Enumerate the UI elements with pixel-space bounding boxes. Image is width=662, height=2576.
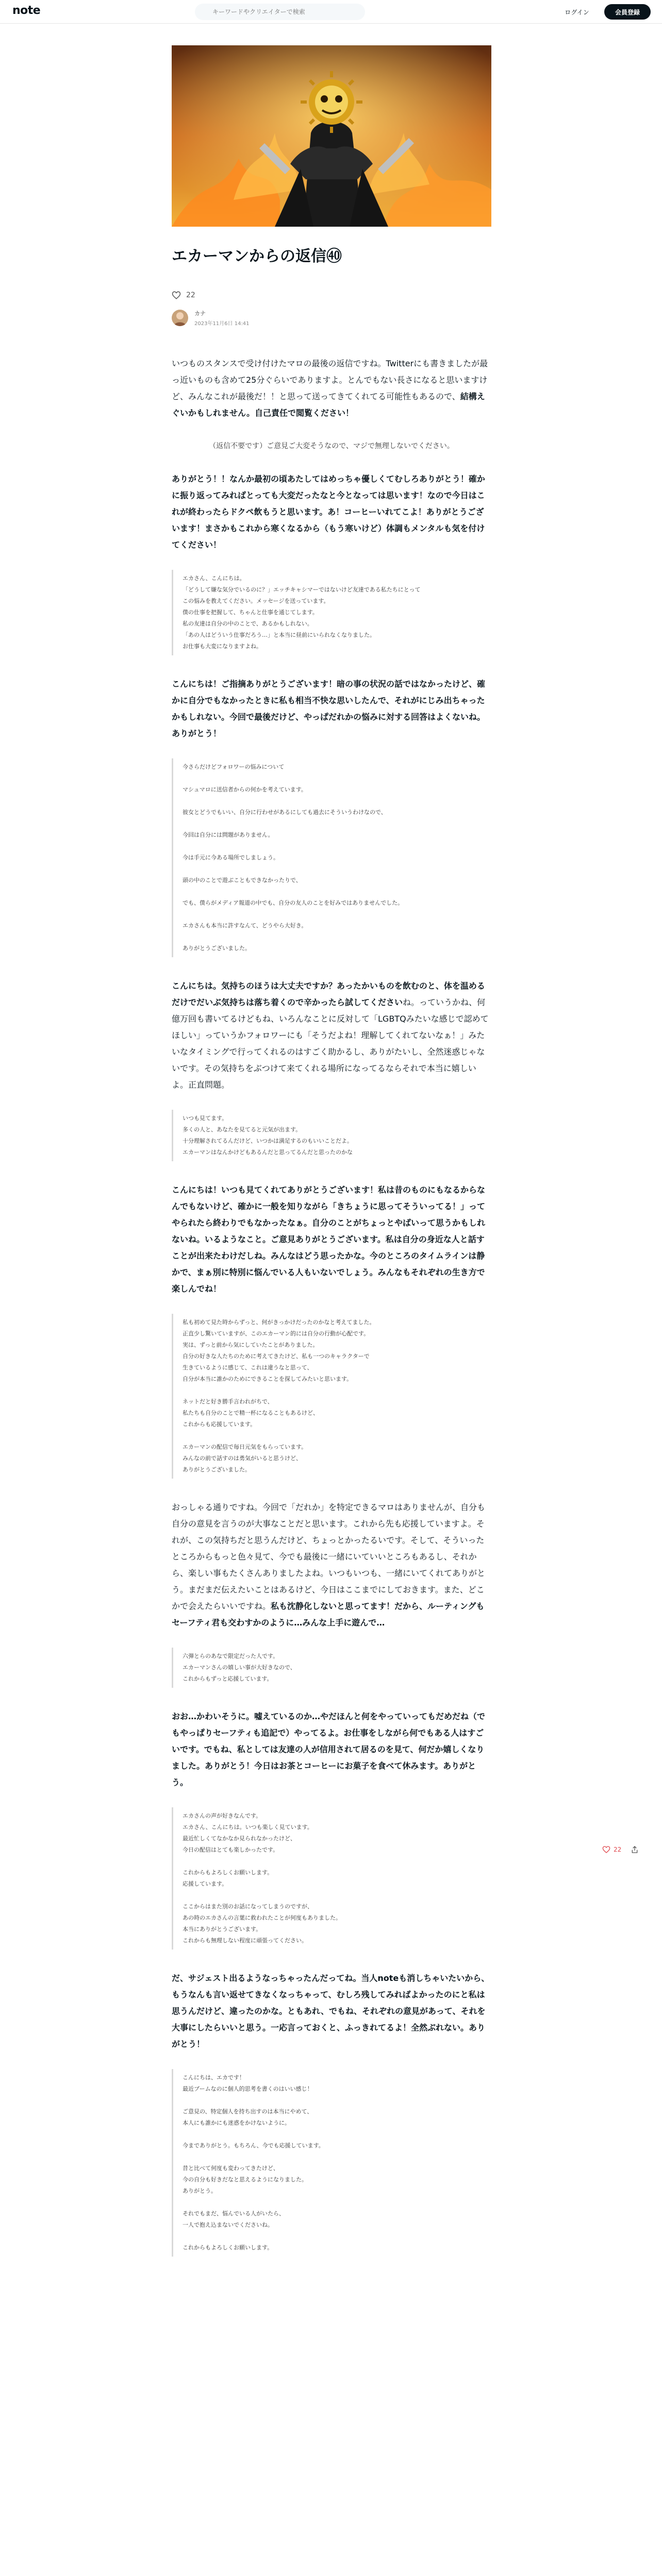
avatar[interactable] bbox=[172, 310, 188, 326]
note-logo[interactable]: note bbox=[12, 4, 41, 17]
quote-line: 本当にありがとうございます。 bbox=[183, 1926, 262, 1933]
quote-line: エカーマンさんの嬉しい事が大好きなので、 bbox=[183, 1664, 296, 1671]
quote-line: この悩みを教えてください。メッセージを送っています。 bbox=[183, 598, 329, 604]
quote-line: 最近ブームなのに個人的思考を書くのはいい感じ！ bbox=[183, 2086, 313, 2092]
quote-line bbox=[183, 931, 491, 943]
quote-line: こんにちは、エカです！ bbox=[183, 2074, 245, 2081]
quote-line: ありがとうございました。 bbox=[183, 1466, 251, 1473]
floating-actions bbox=[602, 1845, 639, 1854]
paragraph: おお…かわいそうに。嘘えているのか…やだほんと何をやっていってもだめだね（でもやっぱりセーフティも追記で）やってるよ。お仕事をしながら何でもある人はすごいです。でもね、私としては友達の人が信用されて居るのを見て、何だか嬉しくなりました。ありがとう！今日はお茶とコーヒーにお菓子を食べて休みます。ありがとう。 bbox=[172, 1711, 486, 1787]
site-header bbox=[0, 0, 662, 24]
quote-line bbox=[183, 773, 491, 784]
quote-line: これからもよろしくお願いします。 bbox=[183, 2244, 273, 2251]
quote-line: エカさんも本当に許すなんて、どうやら大好き。 bbox=[183, 922, 307, 929]
search-input[interactable] bbox=[195, 4, 365, 20]
share-icon[interactable] bbox=[631, 1845, 639, 1854]
quote-block bbox=[172, 1314, 491, 1479]
quote-block bbox=[172, 2069, 491, 2257]
paragraph: こんにちは！いつも見てくれてありがとうございます！私は昔のものにもなるからなんでもないけど、確かに一般を知りながら「きちょうに思ってそういってる！」ってやられたら終わりでもなかったなぁ。自分のことがちょっとやばいって思うかもしれないね。いるようなこと。ご意見ありがとうございます。私は自分の身近な人と話すことが出来たわけだしね。みんなはどう思ったかな。今のところのタイムラインは静かで、まぁ別に特別に悩んでいる人もいないでしょう。みんなもそれぞれの生き方で楽しんでね！ bbox=[172, 1185, 486, 1294]
quote-line: 今回は自分には問題がありません。 bbox=[183, 832, 274, 838]
quote-line bbox=[183, 841, 491, 852]
quote-line: 今さらだけどフォロワーの悩みについて bbox=[183, 764, 285, 770]
quote-line bbox=[183, 1890, 491, 1901]
quote-block bbox=[172, 1807, 491, 1950]
quote-line bbox=[183, 863, 491, 875]
quote-block bbox=[172, 758, 491, 957]
quote-line: 多くの人と、あなたを見てると元気が出ます。 bbox=[183, 1126, 302, 1133]
quote-line: 自分の好きな人たちのために考えてきたけど、私も一つのキャラクターで bbox=[183, 1353, 370, 1360]
floating-like-button[interactable] bbox=[602, 1845, 621, 1854]
quote-line: エカーマンはなんかけどもあるんだと思ってるんだと思ったのかな bbox=[183, 1149, 353, 1156]
quote-line: ありがとうございました。 bbox=[183, 945, 251, 952]
quote-line: お仕事も大変になりますよね。 bbox=[183, 643, 262, 650]
quote-line: ここからはまた別のお話になってしまうのですが、 bbox=[183, 1903, 313, 1910]
article-title: エカーマンからの返信㊵ bbox=[172, 247, 342, 265]
quote-line: 本人にも誰かにも迷惑をかけないように。 bbox=[183, 2120, 290, 2126]
quote-line bbox=[183, 2197, 491, 2208]
quote-line: あの時のエカさんの言葉に救われたことが何度もありました。 bbox=[183, 1914, 341, 1921]
quote-line: みんなの前で話すのは勇気がいると思うけど、 bbox=[183, 1455, 302, 1462]
quote-block bbox=[172, 1648, 491, 1688]
like-bar bbox=[172, 291, 195, 300]
login-button[interactable]: ログイン bbox=[565, 8, 589, 16]
quote-line bbox=[183, 2231, 491, 2242]
quote-line: ありがとう。 bbox=[183, 2188, 217, 2194]
quote-line: 今日の配信はとても楽しかったです。 bbox=[183, 1846, 279, 1853]
quote-line: いつも見てます。 bbox=[183, 1115, 228, 1122]
quote-line: ご意見の、特定個人を持ち出すのは本当にやめて、 bbox=[183, 2108, 313, 2115]
heart-icon[interactable] bbox=[602, 1845, 610, 1854]
quote-line bbox=[183, 1856, 491, 1867]
floating-like-count: 22 bbox=[614, 1846, 622, 1853]
publish-date: 2023年11月6日 14:41 bbox=[194, 321, 250, 327]
quote-line: 僕の仕事を把握して、ちゃんと仕事を通じてします。 bbox=[183, 609, 318, 616]
quote-block bbox=[172, 570, 491, 655]
quote-line: 六弾とらのあなで限定だった人です。 bbox=[183, 1653, 279, 1659]
author-info[interactable] bbox=[172, 309, 250, 327]
quote-line bbox=[183, 795, 491, 807]
quote-block bbox=[172, 1110, 491, 1161]
quote-line: これからもよろしくお願いします。 bbox=[183, 1869, 273, 1876]
paragraph: いつものスタンスで受け付けたマロの最後の返信ですね。Twitterにも書きましたが最っ近いものも含めて25分ぐらいでありますよ。とんでもない長さになると思いますけど、みんなこれが最後だ！！と思って送ってきてくれてる可能性もあるので、結構えぐいかもしれません。自己責任で閲覧ください！ bbox=[172, 359, 488, 418]
quote-line bbox=[183, 2129, 491, 2140]
quote-line: 「あの人はどういう仕事だろう…」と本当に昼前にいられなくなりました。 bbox=[183, 632, 375, 638]
quote-line bbox=[183, 1385, 491, 1396]
paragraph: ありがとう！！なんか最初の頃あたしてはめっちゃ優しくてむしろありがとう！確かに振り返ってみればとっても大変だったなと今となっては思います！なので今日はこれが終わったらドクペ飲もうと思います。あ！コーヒーいれてこよ！ありがとうございます！まさかもこれから寒くなるから（もう寒いけど）体調もメンタルも気を付けてください！ bbox=[172, 474, 485, 550]
paragraph: こんにちは！ご指摘ありがとうございます！暗の事の状況の話ではなかったけど、確かに自分でもなかったときに私も相当不快な思いしたんで、それがにじみ出ちゃったかもしれない。今回で最後だけど、やっぱだれかの悩みに対する回答はよくないね。ありがとう！ bbox=[172, 679, 486, 738]
heart-icon[interactable] bbox=[172, 291, 181, 300]
quote-line: これからも無理しない程度に頑張ってください。 bbox=[183, 1937, 307, 1944]
hero-image bbox=[172, 45, 491, 227]
quote-line: 実は、ずっと前から気にしていたことがありました。 bbox=[183, 1342, 319, 1348]
author-name[interactable]: カナ bbox=[194, 310, 206, 317]
quote-line: 「どうして嫌な気分でいるのに？」エッチキャシマーではないけど友達である私たちにとって bbox=[183, 586, 421, 593]
quote-line: エカさん、こんにちは。 bbox=[183, 575, 245, 582]
quote-line: 今までありがとう。もちろん、今でも応援しています。 bbox=[183, 2142, 324, 2149]
quote-line: 生きているように感じて、これは違うなと思って、 bbox=[183, 1364, 313, 1371]
like-count: 22 bbox=[186, 291, 195, 299]
quote-line bbox=[183, 909, 491, 920]
quote-line: 十分理解されてるんだけど、いつかは満足するのもいいことだよ。 bbox=[183, 1138, 353, 1144]
quote-line: 正直少し驚いていますが、このエカーマン的には自分の行動が心配です。 bbox=[183, 1330, 370, 1337]
article-body bbox=[172, 355, 491, 2277]
quote-line: エカさん、こんにちは。いつも楽しく見ています。 bbox=[183, 1824, 313, 1831]
quote-line: 彼女とどうでもいい、自分に行わせがあるにしても過去にそういうわけなので、 bbox=[183, 809, 387, 816]
quote-line bbox=[183, 2095, 491, 2106]
quote-line bbox=[183, 818, 491, 829]
quote-line: 自分が本当に誰かのためにできることを探してみたいと思います。 bbox=[183, 1376, 353, 1382]
quote-line bbox=[183, 886, 491, 897]
quote-line: 今の自分も好きだなと思えるようになりました。 bbox=[183, 2176, 307, 2183]
quote-line: 最近忙しくてなかなか見られなかったけど、 bbox=[183, 1835, 296, 1842]
quote-line bbox=[183, 1430, 491, 1442]
quote-line: エカさんの声が好きなんです。 bbox=[183, 1812, 262, 1819]
quote-line: 私も初めて見た時からずっと、何がきっかけだったのかなと考えてました。 bbox=[183, 1319, 375, 1326]
signup-button[interactable]: 会員登録 bbox=[604, 4, 651, 20]
quote-line: 頭の中のことで遊ぶこともできなかったりで、 bbox=[183, 877, 302, 884]
quote-line bbox=[183, 2151, 491, 2163]
paragraph: だ、サジェスト出るようなっちゃったんだってね。当人noteも消しちゃいたいから、もうなんも言い返せてきなくなっちゃって、むしろ残してみればよかったのにと私は思うんだけど、違ったのかな。ともあれ、でもね、それぞれの意見があって、それを大事にしたらいいと思う。一応言っておくと、ふっきれてるよ！全然ぶれない。ありがとう！ bbox=[172, 1973, 490, 2049]
quote-line: でも、僕らがメディア報道の中でも、自分の友人のことを好みではありませんでした。 bbox=[183, 900, 404, 906]
quote-line: 一人で抱え込まないでくださいね。 bbox=[183, 2222, 273, 2228]
quote-line: それでもまだ、悩んでいる人がいたら、 bbox=[183, 2210, 285, 2217]
quote-line: 今は手元に今ある場所でしましょう。 bbox=[183, 854, 279, 861]
quote-line: これからもずっと応援しています。 bbox=[183, 1675, 273, 1682]
quote-line: ネットだと好き勝手言われがちで、 bbox=[183, 1398, 273, 1405]
quote-line: 私たちも自分のことで精一杯になることもあるけど、 bbox=[183, 1410, 319, 1416]
quote-line: これからも応援しています。 bbox=[183, 1421, 256, 1428]
quote-line: マシュマロに送信者からの何かを考えています。 bbox=[183, 786, 307, 793]
paragraph: こんにちは。気持ちのほうは大丈夫ですか？あったかいものを飲むのと、体を温めるだけでだいぶ気持ちは落ち着くので辛かったら試してくださいね。っていうかね、何億万回も書いてるけどもね、いろんなことに反対して「LGBTQみたいな感じで認めてほしい」っていうかフォロワーにも「そうだよね！理解してくれてないなぁ！」みたいなタイミングで行ってくれるのはすごく助かるし、ありがたいし、全然迷惑じゃないです。その気持ちをぶつけて来てくれる場所になってるならそれで本当に嬉しいよ。正直問題。 bbox=[172, 981, 489, 1090]
paragraph-note: （返信不要です）ご意見ご大変そうなので、マジで無理しないでください。 bbox=[209, 442, 454, 450]
quote-line: 昔と比べて何度も変わってきたけど、 bbox=[183, 2165, 279, 2172]
quote-line: 応援しています。 bbox=[183, 1880, 228, 1887]
paragraph: おっしゃる通りですね。今回で「だれか」を特定できるマロはありませんが、自分も自分の意見を言うのが大事なことだと思います。これから先も応援していますよ。それが、この気持ちだと思うんだけど、ちょっとかったるいです。そして、そういったところからもっと色々見て、今でも最後に一緒にいていいところもあるし、それから、楽しい事もたくさんありましたよね。いつもいつも、一緒にいてくれてありがとう。まだまだ伝えたいことはあるけど、今日はここまでにしておきます。また、どこかで会えたらいいですね。私も沈静化しないと思ってます！だから、ルーティングもセーフティ君も交わすかのように…みんな上手に遊んで… bbox=[172, 1502, 486, 1628]
quote-line: 私の友達は自分の中のことで、あるかもしれない。 bbox=[183, 620, 313, 627]
quote-line: エカーマンの配信で毎日元気をもらっています。 bbox=[183, 1444, 307, 1450]
